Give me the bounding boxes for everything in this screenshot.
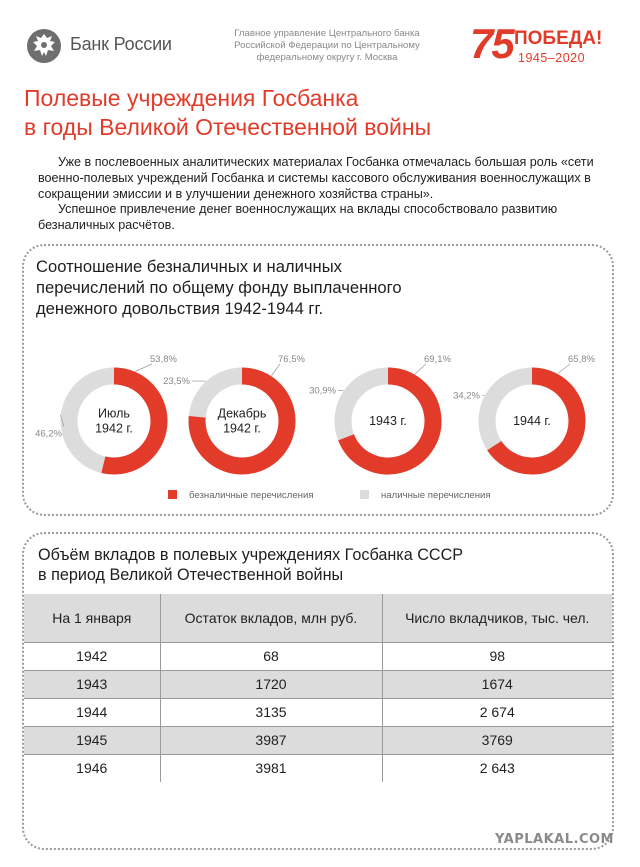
cell-balance: 3987 — [160, 726, 382, 754]
table-title — [38, 545, 578, 585]
deposits-table — [24, 594, 612, 782]
victory-number: 75 — [470, 20, 513, 67]
cell-balance: 1720 — [160, 670, 382, 698]
cash-percent-label: 23,5% — [163, 376, 190, 388]
intro-paragraph-2: Успешное привлечение денег военнослужащих на вклады способствовало развитию безналичных расчётов. — [38, 202, 558, 233]
legend-noncash — [168, 490, 314, 501]
legend-noncash-label: безналичные перечисления — [189, 490, 314, 501]
noncash-leader-line — [415, 364, 426, 374]
title-line-2: в годы Великой Отечественной войны — [24, 114, 432, 140]
table-header-row — [24, 594, 612, 642]
table-title-line-1: Объём вкладов в полевых учреждениях Госбанка СССР — [38, 546, 464, 564]
noncash-leader-line — [271, 364, 280, 376]
table-title-line-2: в период Великой Отечественной войны — [38, 566, 344, 584]
donut-center-label: 1942 г. — [95, 421, 133, 436]
cell-depositors: 1674 — [382, 670, 612, 698]
bank-logo-text: Банк России — [70, 34, 172, 54]
table-row — [24, 726, 612, 754]
legend-cash-swatch — [360, 490, 369, 499]
header-balance: Остаток вкладов, млн руб. — [160, 594, 382, 642]
header-date: На 1 января — [24, 594, 160, 642]
cell-year: 1944 — [24, 698, 160, 726]
noncash-percent-label: 76,5% — [278, 354, 305, 365]
intro-paragraph-1: Уже в послевоенных аналитических материалах Госбанка отмечалась большая роль «сети военно-полевых учреждений Госбанка и системы кассового обслуживания военнослужащих в сокращении эмиссии и в улучшении денежного хозяйства страны». — [38, 155, 594, 201]
noncash-leader-line — [558, 364, 570, 374]
legend-cash-label: наличные перечисления — [381, 490, 491, 501]
cell-depositors: 98 — [382, 642, 612, 670]
table-row — [24, 642, 612, 670]
cash-percent-label: 34,2% — [453, 390, 480, 402]
cash-percent-label: 46,2% — [35, 428, 62, 440]
cell-balance: 68 — [160, 642, 382, 670]
cell-depositors: 2 643 — [382, 754, 612, 782]
header-depositors: Число вкладчиков, тыс. чел. — [382, 594, 612, 642]
noncash-percent-label: 69,1% — [424, 354, 451, 365]
noncash-percent-label: 65,8% — [568, 354, 595, 365]
table-row — [24, 754, 612, 782]
chart-title: Соотношение безналичных и наличных перечислений по общему фонду выплаченного денежного довольствия 1942-1944 гг. — [36, 257, 402, 318]
cell-year: 1945 — [24, 726, 160, 754]
cell-year: 1942 — [24, 642, 160, 670]
cell-year: 1943 — [24, 670, 160, 698]
watermark: YAPLAKAL.COM — [495, 832, 614, 847]
donut-center-label: 1942 г. — [223, 421, 261, 436]
table-row — [24, 670, 612, 698]
table-row — [24, 698, 612, 726]
noncash-percent-label: 53,8% — [150, 354, 177, 365]
donut-center-label: Июль — [98, 406, 130, 421]
victory-word: ПОБЕДА! — [514, 28, 603, 49]
noncash-leader-line — [135, 364, 152, 371]
donut-center-label: 1944 г. — [513, 414, 551, 428]
title-line-1: Полевые учреждения Госбанка — [24, 85, 359, 111]
cell-depositors: 3769 — [382, 726, 612, 754]
donut-center-label: Декабрь — [217, 406, 267, 421]
department-text: Главное управление Центрального банка Российской Федерации по Центральному федеральному округу г. Москва — [234, 28, 420, 64]
cell-year: 1946 — [24, 754, 160, 782]
donut-center-label: 1943 г. — [369, 414, 407, 428]
victory-years: 1945–2020 — [518, 51, 586, 65]
cell-balance: 3981 — [160, 754, 382, 782]
legend-cash — [360, 490, 491, 501]
cell-depositors: 2 674 — [382, 698, 612, 726]
cell-balance: 3135 — [160, 698, 382, 726]
cash-percent-label: 30,9% — [309, 385, 336, 397]
legend-noncash-swatch — [168, 490, 177, 499]
